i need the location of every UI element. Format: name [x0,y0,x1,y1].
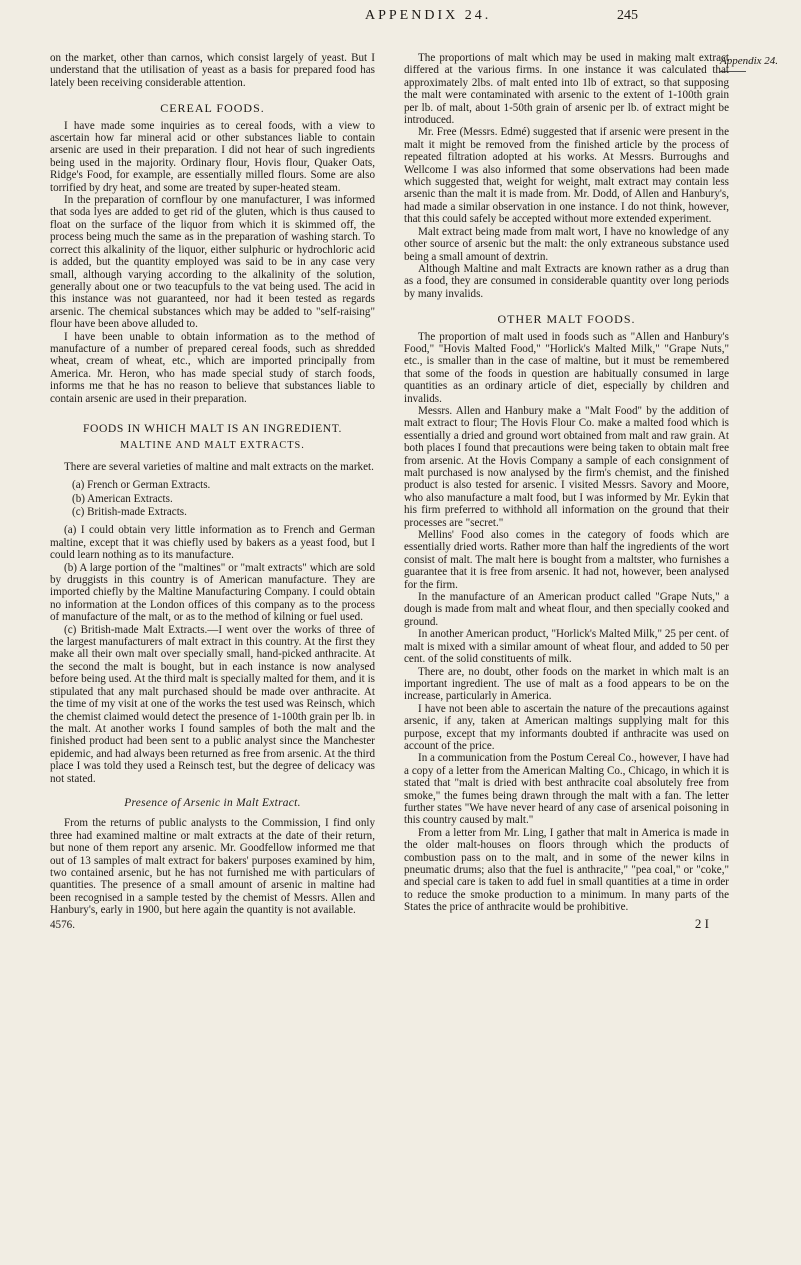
list-item: (c) British-made Extracts. [72,506,187,518]
margin-note-label: Appendix 24. [720,55,779,67]
subheading-presence-of-arsenic: Presence of Arsenic in Malt Extract. [124,796,301,809]
paragraph: (a) I could obtain very little information as to French and German maltine, except that it was chiefly used by bakers as a yeast food, but I could learn nothing as to its manufacture. [50,524,375,562]
signature-mark: 2 I [694,915,709,931]
paragraph: (b) A large portion of the "maltines" or "malt extracts" which are sold by druggists in this country is of American manufacture. They are imported chiefly by the Maltine Manufacturing Company. I could obtain no information at the London offices of this company as to the process of manufacture of the malt, or as to the method of kilning or fuel used. [50,561,375,624]
paragraph: (c) British-made Malt Extracts.—I went over the works of three of the largest manufacturers of malt extract in this country. At the first they make all their own malt over specially small, hand-picked anthracite. At the second the malt is bought, but in each instance is now analysed before being used. At the third malt is specially malted for them, and it is stipulated that any malt purchased should be made over anthracite. At the time of my visit at one of the works the test used was Reinsch, which the chemist claimed would detect the presence of 1-100th grain per lb. in the malt. At another works I found samples of both the malt and the finished product had been sent to a public analyst since the Manchester epidemic, and had always been returned as free from arsenic. At the third place I was told they used a Reinsch test, but the degree of delicacy was not stated. [50,623,375,785]
paragraph: In another American product, "Horlick's Malted Milk," 25 per cent. of malt is mixed with a similar amount of wheat flour, and added to 50 per cent. of the solid constituents of milk. [404,628,729,666]
paragraph: In the manufacture of an American product called "Grape Nuts," a dough is made from malt and wheat flour, and then specially cooked and ground. [404,591,729,628]
paragraph: Mr. Free (Messrs. Edmé) suggested that if arsenic were present in the malt it might be removed from the finished article by the process of repeated filtration adopted at his works. At Messrs. Burroughs and Wellcome I was also informed that some observations had been made which suggested that, weight for weight, malt extract may contain less arsenic than the malt it is made from. Mr. Dodd, of Allen and Hanbury's, had made a similar observation in one instance. I do not think, however, that this could safely be accepted without more extended experiment. [404,126,729,226]
running-header [0,8,801,30]
paragraph: There are, no doubt, other foods on the market in which malt is an important ingredient. The use of malt as a food appears to be on the increase, particularly in America. [404,665,729,703]
paragraph: Mellins' Food also comes in the category of foods which are essentially dried worts. Rather more than half the ingredients of the wort consist of malt. The malt here is bought from a maltster, who furnishes a guarantee that it is free from arsenic. It had not, however, been analysed for the firm. [404,529,729,591]
section-heading-cereal-foods: CEREAL FOODS. [160,101,265,116]
paragraph: In a communication from the Postum Cereal Co., however, I have had a copy of a letter from the American Malting Co., Chicago, in which it is stated that "malt is dried with best anthracite coal absolutely free from smoke," the fumes being drawn through the malt with a fan. The letter further states "We have never heard of any case of arsenical poisoning in this country caused by malt." [404,752,729,827]
paragraph: I have been unable to obtain information as to the method of manufacture of a number of prepared cereal foods, such as shredded wheat, cream of wheat, etc., which are imported principally from America. Mr. Heron, who has made special study of starch foods, informs me that he has no reason to believe that substances liable to contain arsenic are used in their preparation. [50,330,375,405]
header-title: APPENDIX 24. [365,8,492,23]
paragraph: In the preparation of cornflour by one manufacturer, I was informed that soda lyes are added to get rid of the gluten, which is thus caused to float on the surface of the liquor from which it is skimmed off, the process being much the same as in the preparation of washing starch. To correct this alkalinity of the liquor, either sulphuric or hydrochloric acid is added, but the quantity employed was said to be in any case very small, although varying according to the alkalinity of the solution, generally about one or two teacupfuls to the vat being used. The acid in this instance was not guaranteed, nor had it been tested as regards arsenic. The chemical substances which may be added to "self-raising" flour have been above alluded to. [50,194,375,331]
left-column [50,52,375,931]
section-heading-malt-foods: FOODS IN WHICH MALT IS AN INGREDIENT. [82,421,343,435]
page-number: 245 [617,8,638,23]
signature-mark: 4576. [50,918,75,931]
subheading-maltine: MALTINE AND MALT EXTRACTS. [120,440,305,452]
paragraph: on the market, other than carnos, which consist largely of yeast. But I understand that the utilisation of yeast as a basis for prepared food has lately been receiving considerable attention. [50,52,375,89]
paragraph: From the returns of public analysts to the Commission, I find only three had examined maltine or malt extracts at the date of their return, but none of them report any arsenic. Mr. Goodfellow informed me that out of 13 samples of malt extract for bakers' purposes examined by him, two contained arsenic, but he has not furnished me with particulars of quantities. The presence of a small amount of arsenic in maltine had been recognised in a sample tested by the chemist of Messrs. Allen and Hanbury's, early in 1900, but here again the quantity is not available. [50,817,375,917]
paragraph: From a letter from Mr. Ling, I gather that malt in America is made in the older malt-houses on floors through which the products of combustion pass on to the malt, and in some of the newer kilns in pneumatic drums; also that the fuel is anthracite," "pea coal," or "coke," and special care is taken to add fuel in small quantities at a time in order to reduce the smoke production to a minimum. In many parts of the States the price of anthracite would be prohibitive. [404,826,729,914]
paragraph: Malt extract being made from malt wort, I have no knowledge of any other source of arsenic but the malt: the only extraneous substance used being a small amount of dextrin. [404,225,729,263]
paragraph: I have not been able to ascertain the nature of the precautions against arsenic, if any, taken at American maltings supplying malt for this purpose, except that my informants doubted if anthracite was used on account of the price. [404,702,729,752]
list-item: (a) French or German Extracts. [72,479,211,492]
paragraph: The proportions of malt which may be used in making malt extract differed at the various firms. In one instance it was calculated that approximately 2lbs. of malt ented into 1lb of extract, so that supposing the malt were contaminated with arsenic to the extent of 1-100th grain per lb. of malt, about 1-50th grain of arsenic per lb. of extract might be introduced. [404,52,729,127]
right-column [404,52,729,930]
paragraph: The proportion of malt used in foods such as "Allen and Hanbury's Food," "Hovis Malted Food," "Horlick's Malted Milk," "Grape Nuts," etc., is smaller than in the case of maltine, but it must be remembered that some of the foods in question are habitually consumed in large quantities as an ordinary article of diet, especially by children and invalids. [404,330,729,405]
paragraph: Messrs. Allen and Hanbury make a "Malt Food" by the addition of malt extract to flour; The Hovis Flour Co. make a malted food which is essentially a dried and ground wort obtained from malt and raw grain. At both places I found that precautions were being taken to obtain malt free from arsenic. At the Hovis Company a sample of each consignment of malt purchased is now analysed by the firm's chemist, and the finished product is also tested for arsenic. I visited Messrs. Savory and Moore, who also manufacture a malt food, but I was informed by Mr. Eykin that his firm preferred to withhold all information on the ground that their processes are "secret." [404,404,729,529]
paragraph: There are several varieties of maltine and malt extracts on the market. [64,460,374,473]
section-heading-other-malt-foods: OTHER MALT FOODS. [497,312,636,327]
paragraph: Although Maltine and malt Extracts are known rather as a drug than as a food, they are consumed in considerable quantity over long periods by many invalids. [404,262,729,300]
extracts-list [50,479,375,518]
paragraph: I have made some inquiries as to cereal foods, with a view to ascertain how far mineral acid or other substances liable to contain arsenic are used in their preparation. I did not hear of such ingredients being used in the majority. Ordinary flour, Hovis flour, Quaker Oats, Ridge's Food, for example, are essentially milled flours. Some are also torrified by dry heat, and some are treated by super-heated steam. [50,119,375,194]
list-item: (b) American Extracts. [72,492,173,505]
